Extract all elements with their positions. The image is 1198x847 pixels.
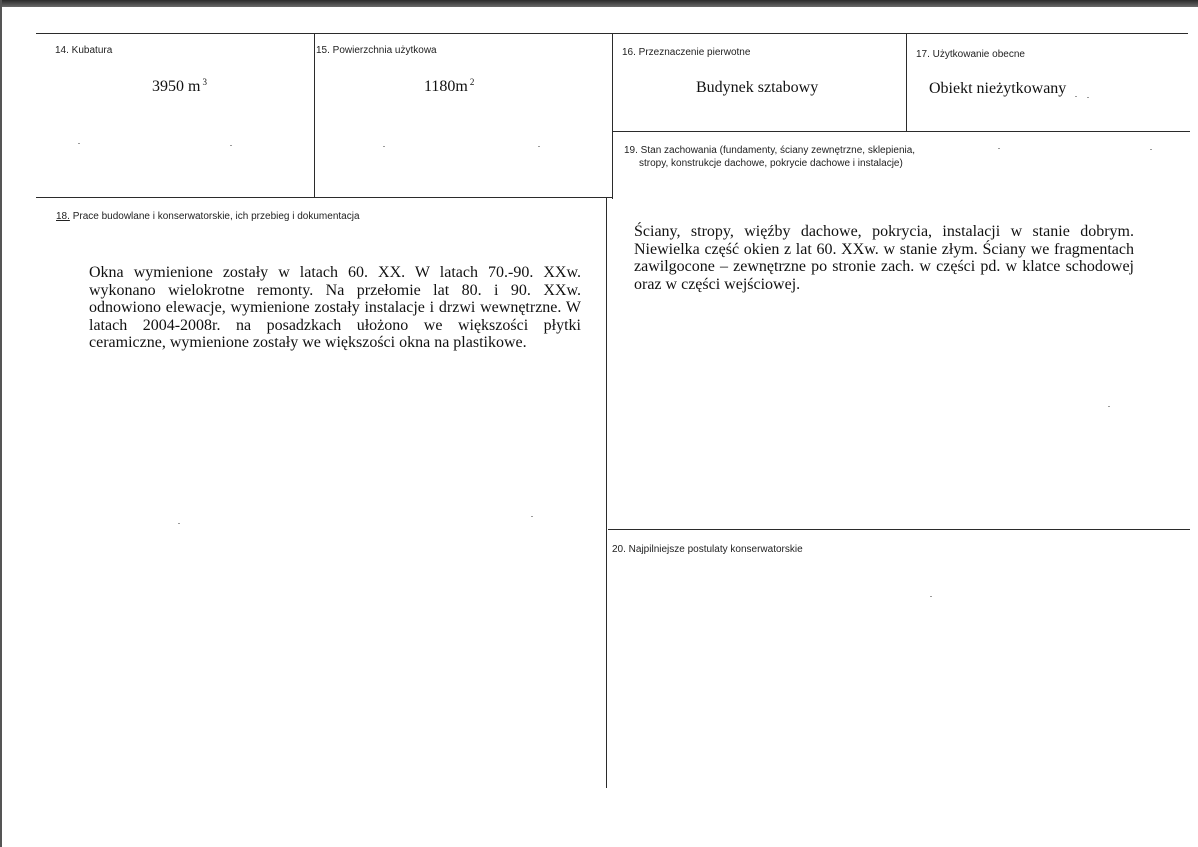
divider-14-15 — [314, 33, 315, 198]
field-18-text: Okna wymienione zostały w latach 60. XX. W latach 70.-90. XXw. wykonano wielokrotne remonty. Na przełomie lat 80. i 90. XXw. odnowiono elewacje, wymienione zostały instalacje i drzwi wewnętrzne. W latach 2004-2008r. na posadzkach ułożono we większości płytki ceramiczne, wymienione zostały we większości okna na plastikowe. — [89, 264, 581, 351]
field-16-label: 16. Przeznaczenie pierwotne — [622, 47, 751, 58]
scan-speck — [930, 596, 932, 597]
volume-unit-superscript: 3 — [202, 77, 207, 87]
scan-speck — [998, 148, 1000, 149]
scan-speck — [230, 145, 232, 146]
divider-16-17 — [906, 33, 907, 131]
field-15-label: 15. Powierzchnia użytkowa — [316, 45, 437, 56]
center-column-divider — [606, 198, 607, 788]
row1-left-divider — [36, 197, 612, 198]
section-19-20-divider — [608, 529, 1190, 530]
divider-15-16 — [612, 33, 613, 199]
row1-right-divider — [612, 131, 1190, 132]
scan-speck — [78, 143, 80, 144]
scan-speck — [1087, 97, 1089, 98]
scan-speck — [531, 516, 533, 517]
field-18-label — [56, 211, 360, 222]
field-19-label-line1: 19. Stan zachowania (fundamenty, ściany zewnętrzne, sklepienia, — [624, 145, 916, 156]
scan-speck — [383, 146, 385, 147]
area-unit-superscript: 2 — [469, 77, 475, 87]
field-14-value — [152, 77, 207, 96]
field-19-text: Ściany, stropy, więźby dachowe, pokrycia, instalacji w stanie dobrym. Niewielka część okien z lat 60. XXw. w stanie złym. Ściany we fragmentach zawilgocone – zewnętrzne po stronie zach. w części pd. w klatce schodowej oraz w części wejściowej. — [634, 223, 1134, 293]
field-16-value: Budynek sztabowy — [696, 79, 819, 96]
scan-edge-top — [0, 0, 1198, 7]
scan-edge-left — [0, 0, 2, 847]
field-19-label-line2: stropy, konstrukcje dachowe, pokrycie dachowe i instalacje) — [639, 158, 903, 169]
field-18-title: Prace budowlane i konserwatorskie, ich przebieg i dokumentacja — [72, 211, 360, 222]
field-20-label: 20. Najpilniejsze postulaty konserwatorskie — [612, 544, 803, 555]
field-14-label: 14. Kubatura — [55, 45, 113, 56]
area-number: 1180m — [424, 78, 468, 95]
scan-speck — [1108, 406, 1110, 407]
scan-speck — [178, 523, 180, 524]
scan-speck — [1150, 149, 1152, 150]
field-17-label: 17. Użytkowanie obecne — [916, 49, 1025, 60]
volume-number: 3950 m — [152, 78, 201, 95]
field-15-value — [424, 77, 474, 96]
scan-speck — [538, 146, 540, 147]
field-17-value: Obiekt nieżytkowany — [929, 80, 1067, 97]
scan-speck — [1075, 96, 1077, 97]
field-18-number: 18. — [56, 211, 70, 222]
